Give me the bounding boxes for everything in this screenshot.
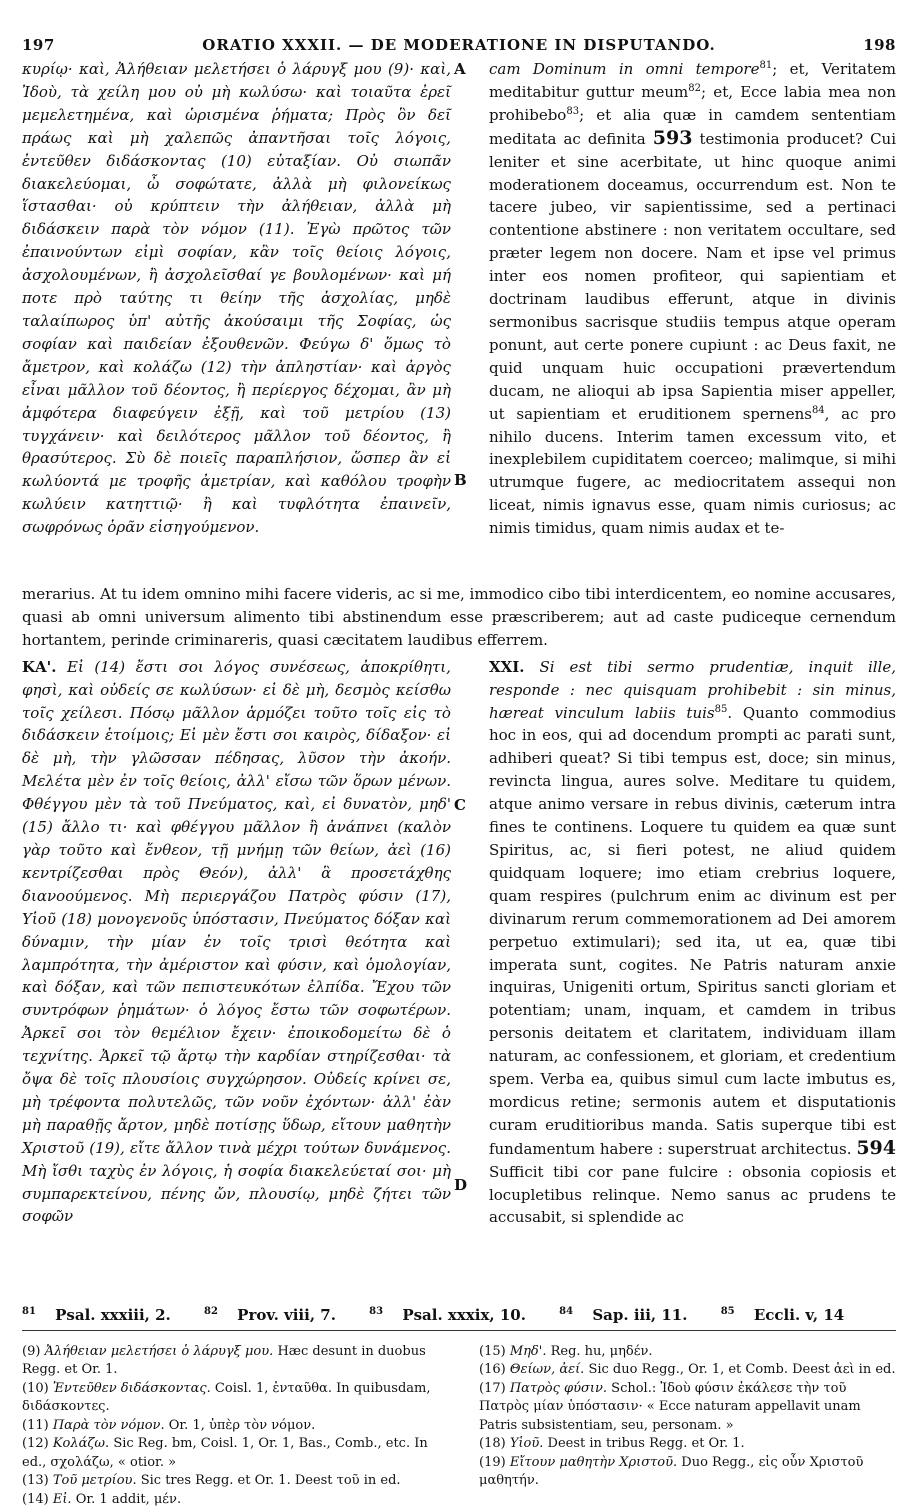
note-item: (15) Μηδ'. Reg. hu, μηδέν.	[479, 1343, 653, 1359]
margin-label-a: A	[454, 60, 466, 78]
bottom-columns	[22, 656, 896, 1296]
note-item: (18) Υἱοῦ. Deest in tribus Regg. et Or. 1.	[479, 1436, 745, 1452]
latin-section	[489, 656, 896, 1230]
notes-left-column	[22, 1343, 459, 1509]
scripture-ref: $^{84}$ Sap. iii, 11.	[559, 1305, 688, 1324]
latin-text-c: , ac pro nihilo ducens. Interim tamen excessum vito, et inexplebilem cupiditatem coerceo; malimque, si mihi utrumque fugere, ac mediocritatem assequi non liceat, nimis ignavus esse, quam nimis curiosus; ac nimis timidus, quam nimis audax et te-	[488, 404, 897, 538]
latin-text-b: testimonia producet? Cui leniter et sine acerbitate, ut hinc quoque animi moderationem doceamus, occurrendum est. Non te tacere jubeo, vir sapientissime, sed a pertinaci contentione abstinere : non veritatem occultare, sed præter legem non docere. Nam et ipse vel primus inter eos nomen profiteor, qui sapientiam et doctrinam laudibus efferunt, atque in divinis sermonibus sacrisque studiis tempus atque operam ponunt, aut certe ponere cupiunt : ac Deus faxit, ne quid unquam huic occupationi prævertendum ducam, ne alioqui ab ipsa Sapientia miser appeller, ut sapientiam et eruditionem spernens	[488, 129, 896, 423]
left-page-number: 197	[22, 36, 55, 54]
scripture-ref: $^{83}$ Psal. xxxix, 10.	[369, 1305, 526, 1324]
note-item: (12) Κολάζω. Sic Reg. bm, Coisl. 1, Or. 1, Bas., Comb., etc. In ed., σχολάζω, « otior. »	[22, 1436, 428, 1470]
column-number-594: 594	[856, 1136, 896, 1159]
scripture-references	[22, 1306, 896, 1331]
column-number-593: 593	[652, 126, 693, 149]
latin-column-bottom	[459, 656, 896, 1296]
right-page-number: 198	[863, 36, 896, 54]
latin-section-number: XXI.	[488, 657, 525, 676]
note-item: (14) Εἰ. Or. 1 addit, μέν.	[22, 1491, 182, 1507]
margin-label-d: D	[454, 1175, 468, 1194]
greek-column-top	[22, 58, 459, 583]
latin-quote-2: ; et, Veritatem meditabitur guttur meum	[488, 60, 896, 101]
ref-82: 82	[688, 82, 702, 94]
greek-text-bottom: Εἰ (14) ἔστι σοι λόγος συνέσεως, ἀποκρίθητι, φησὶ, καὶ οὐδείς σε κωλύσων· εἰ δὲ μὴ, δεσμὸς κείσθω τοῖς χείλεσι. Πόσῳ μᾶλλον ἁρμόζει τοῦτο τοῖς εἰς τὸ διδάσκειν ἑτοίμοις; Εἰ μὲν ἔστι σοι καιρὸς, δίδαξον· εἰ δὲ μὴ, τὴν γλῶσσαν πέδησας, λῦσον τὴν ἀκοήν. Μελέτα μὲν ἐν τοῖς θείοις, ἀλλ' εἴσω τῶν ὅρων μένων. Φθέγγου μὲν τὰ τοῦ Πνεύματος, καὶ, εἰ δυνατὸν, μηδ' (15) ἄλλο τι· καὶ φθέγγου μᾶλλον ἢ ἀνάπνει (καλὸν γὰρ τοῦτο καὶ ἔνθεον, τῇ μνήμῃ τῶν θείων, ἀεὶ (16) κεντρίζεσθαι πρὸς Θεόν), ἀλλ' ἃ προσετάχθης διανοούμενος. Μὴ περιεργάζου Πατρὸς φύσιν (17), Υἱοῦ (18) μονογενοῦς ὑπόστασιν, Πνεύματος δόξαν καὶ δύναμιν, τὴν μίαν ἐν τοῖς τρισὶ θεότητα καὶ λαμπρότητα, τὴν ἀμέριστον καὶ φύσιν, καὶ ὁμολογίαν, καὶ δόξαν, καὶ τῶν πεπιστευκότων ἐλπίδα. Ἔχου τῶν συντρόφων ῥημάτων· ὁ λόγος ἔστω τῶν σοφωτέρων. Ἀρκεῖ σοι τὸν θεμέλιον ἔχειν· ἐποικοδομείτω δὲ ὁ τεχνίτης. Ἀρκεῖ τῷ ἄρτῳ τὴν καρδίαν στηρίζεσθαι· τὰ ὄψα δὲ τοῖς πλουσίοις συγχώρησον. Οὐδείς κρίνει σε, μὴ τρέφοντα πολυτελῶς, τῶν νοῦν ἐχόντων· ἀλλ' ἐὰν μὴ παραθῇς ἄρτον, μηδὲ ποτίσῃς ὕδωρ, εἴτουν μαθητὴν Χριστοῦ (19), εἴτε ἄλλον τινὰ μέχρι τούτων δυνάμενος. Μὴ ἴσθι ταχὺς ἐν λόγοις, ἡ σοφία διακελεύεταί σοι· μὴ συμπαρεκτείνου, πένης ὤν, πλουσίῳ, μηδὲ ζήτει τῶν σοφῶν	[22, 657, 451, 1226]
notes-right-column	[459, 1343, 896, 1509]
top-columns	[22, 58, 896, 583]
greek-section	[22, 656, 451, 1229]
margin-label-c: C	[454, 795, 466, 814]
note-item: (11) Παρὰ τὸν νόμον. Or. 1, ὑπὲρ τὸν νόμον.	[22, 1417, 316, 1433]
scripture-ref: $^{82}$ Prov. viii, 7.	[204, 1305, 336, 1324]
latin-quote-1: cam Dominum in omni tempore	[488, 60, 760, 78]
scripture-ref: $^{85}$ Eccli. v, 14	[720, 1305, 845, 1324]
greek-text-top: κυρίῳ· καὶ, Ἀλήθειαν μελετήσει ὁ λάρυγξ μου (9)· καὶ, Ἰδοὺ, τὰ χείλη μου οὐ μὴ κωλύσω· καὶ τοιαῦτα ἐρεῖ μεμελετημένα, καὶ ὡρισμένα ῥήματα; Πρὸς ὃν δεῖ πράως καὶ μὴ χαλεπῶς ἀπαντῆσαι τοῖς λόγοις, ἐντεῦθεν διδάσκοντας (10) εὐταξίαν. Οὐ σιωπᾶν διακελεύομαι, ὦ σοφώτατε, ἀλλὰ μὴ φιλονείκως ἵστασθαι· οὐ κρύπτειν τὴν ἀλήθειαν, ἀλλὰ μὴ διδάσκειν παρὰ τὸν νόμον (11). Ἐγὼ πρῶτος τῶν ἐπαινούντων εἰμὶ σοφίαν, κἂν τοῖς θείοις λόγοις, ἀσχολουμένων, ἢ ἀσχολεῖσθαί γε βουλομένων· καὶ μή ποτε πρὸ ταύτης τι θείην τῆς ἀσχολίας, μηδὲ ταλαίπωρος ὑπ' αὐτῆς ἀκούσαιμι τῆς Σοφίας, ὡς σοφίαν καὶ παιδείαν ἐξουθενῶν. Φεύγω δ' ὅμως τὸ ἄμετρον, καὶ κολάζω (12) τὴν ἀπληστίαν· καὶ ἀργὸς εἶναι μᾶλλον τοῦ δέοντος, ἢ περίεργος δέχομαι, ἂν μὴ ἀμφότερα διαφεύγειν ἐξῇ, καὶ τοῦ μετρίου (13) τυγχάνειν· καὶ δειλότερος μᾶλλον τοῦ δέοντος, ἢ θρασύτερος. Σὺ δὲ ποιεῖς παραπλήσιον, ὥσπερ ἂν εἰ κωλύοντά με τροφῆς ἀμετρίαν, καὶ καθόλου τροφὴν κωλύειν κατηττιῷ· ἢ καὶ τυφλότητα ἐπαινεῖν, σωφρόνως ὁρᾶν εἰσηγούμενον.	[22, 60, 451, 537]
latin-column-top	[459, 58, 896, 583]
scripture-ref: $^{81}$ Psal. xxxiii, 2.	[22, 1305, 171, 1324]
ref-85: 85	[714, 703, 728, 715]
note-item: (13) Τοῦ μετρίου. Sic tres Regg. et Or. 1. Deest τοῦ in ed.	[22, 1473, 401, 1489]
latin-text-d: . Quanto commodius hoc in eos, qui ad docendum prompti ac parati sunt, adhiberi queat? Si tibi tempus est, doce; sin minus, revincta lingua, aures solve. Meditare tu quidem, atque animo versare in rebus divinis, cæterum intra fines te continens. Loquere tu quidem ea quæ sunt Spiritus, ac, si fieri potest, ne aliud quidem quidquam loquere; imo etiam crebrius loquere, quam respires (pulchrum enim ac divinum est per divinarum rerum commemorationem ad Dei amorem perpetuo extimulari); sed ita, ut ea, quæ tibi imperata sunt, cogites. Ne Patris naturam anxie inquiras, Unigeniti ortum, Spiritus sancti gloriam et potentiam; unam, inquam, et camdem in tribus personis deitatem et claritatem, individuam illam naturam, ac confessionem, et gloriam, et credentium spem. Verba ea, quibus simul cum lacte imbutus es, mordicus retine; sermonis autem et disputationis curam eruditioribus manda. Satis superque tibi est fundamentum habere : superstruat architectus.	[488, 703, 897, 1158]
latin-quote-eccli: Si est tibi sermo prudentiæ, inquit ille, responde : nec quisquam prohibebit : sin minus, hæreat vinculum labiis tuis	[488, 657, 896, 722]
latin-text-top	[489, 58, 896, 540]
greek-column-bottom	[22, 656, 459, 1296]
note-item: (9) Ἀλήθειαν μελετήσει ὁ λάρυγξ μου. Hæc desunt in duobus Regg. et Or. 1.	[22, 1343, 426, 1378]
note-item: (19) Εἴτουν μαθητὴν Χριστοῦ. Duo Regg., εἰς οὖν Χριστοῦ μαθητήν.	[479, 1454, 864, 1489]
latin-text-e: Sufficit tibi cor pane fulcire : obsonia copiosis et locupletibus relinque. Nemo sanus ac prudens te accusabit, si splendide ac	[488, 1162, 896, 1227]
latin-quote-3: ; et, Ecce labia mea non prohibebo	[488, 82, 896, 124]
note-item: (17) Πατρὸς φύσιν. Schol.: Ἰδοὺ φύσιν ἐκάλεσε τὴν τοῦ Πατρὸς μίαν ὑπόστασιν· « Ecce naturam appellavit unam Patris subsistentiam, seu, personam. »	[479, 1380, 861, 1433]
running-title: ORATIO XXXII. — DE MODERATIONE IN DISPUTANDO.	[202, 36, 716, 54]
latin-bridge-text: merarius. At tu idem omnino mihi facere videris, ac si me, immodico cibo tibi interdicentem, eo nomine accusares, quasi ab omni universum alimento tibi abstinendum esse præscriberem; aut ad caste pudiceque cernendum hortantem, perinde criminareris, quasi cæcitatem laudibus efferrem.	[22, 585, 896, 649]
latin-text-a: ; et alia quæ in camdem sententiam meditata ac definita	[488, 105, 896, 148]
margin-label-b: B	[454, 471, 467, 489]
ref-81: 81	[759, 60, 773, 71]
ref-84: 84	[811, 404, 825, 416]
note-item: (16) Θείων, ἀεί. Sic duo Regg., Or. 1, et Comb. Deest ἀεὶ in ed.	[479, 1362, 896, 1378]
ref-83: 83	[566, 105, 580, 117]
running-header	[22, 30, 896, 58]
note-item: (10) Ἐντεῦθεν διδάσκοντας. Coisl. 1, ἐνταῦθα. In quibusdam, διδάσκοντες.	[22, 1380, 431, 1415]
critical-notes	[22, 1343, 896, 1509]
greek-section-number: ΚΑ'.	[22, 657, 57, 676]
